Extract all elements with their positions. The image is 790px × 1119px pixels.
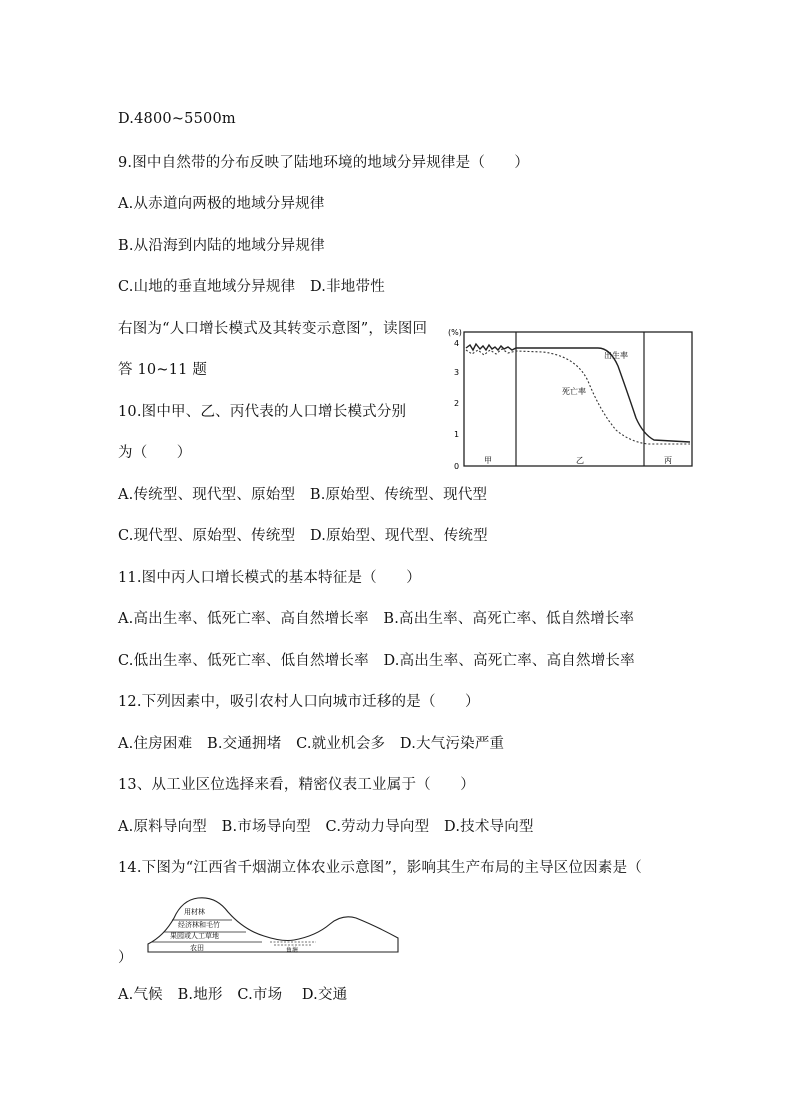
- stage-label: 甲: [484, 456, 492, 465]
- stereo-agriculture-diagram: [144, 896, 406, 954]
- text-line: 10.图中甲、乙、丙代表的人口增长模式分别: [118, 404, 407, 420]
- text-line: B.从沿海到内陆的地域分异规律: [118, 238, 325, 254]
- text-line: D.4800~5500m: [118, 111, 236, 127]
- text-line: C.现代型、原始型、传统型 D.原始型、现代型、传统型: [118, 528, 488, 544]
- text-line: C.低出生率、低死亡率、低自然增长率 D.高出生率、高死亡率、高自然增长率: [118, 653, 635, 669]
- text-line: 右图为“人口增长模式及其转变示意图”，读图回: [118, 321, 428, 337]
- layer-label: 用材林: [184, 908, 205, 916]
- y-tick-label: 4: [454, 339, 460, 348]
- text-line: A.住房困难 B.交通拥堵 C.就业机会多 D.大气污染严重: [118, 736, 505, 752]
- layer-label: 农田: [190, 944, 204, 952]
- y-tick-label: 3: [454, 368, 460, 377]
- population-growth-chart: [448, 326, 698, 472]
- text-line: A.传统型、现代型、原始型 B.原始型、传统型、现代型: [118, 487, 488, 503]
- text-line: A.原料导向型 B.市场导向型 C.劳动力导向型 D.技术导向型: [118, 819, 534, 835]
- fish-pond-water: [270, 942, 316, 945]
- layer-label: 鱼塘: [286, 947, 299, 954]
- stage-label: 丙: [664, 456, 672, 465]
- text-line: A.从赤道向两极的地域分异规律: [118, 196, 325, 212]
- text-line: 9.图中自然带的分布反映了陆地环境的地域分异规律是（ ）: [118, 155, 530, 171]
- layer-label: 果园或人工草地: [170, 932, 219, 940]
- series-label-death-rate: 死亡率: [562, 387, 586, 396]
- text-line: C.山地的垂直地域分异规律 D.非地带性: [118, 279, 385, 295]
- series-label-birth-rate: 出生率: [604, 351, 628, 360]
- y-tick-label: 0: [454, 462, 460, 471]
- text-line: 答 10~11 题: [118, 362, 208, 378]
- text-line: 11.图中丙人口增长模式的基本特征是（ ）: [118, 570, 421, 586]
- y-axis-unit-label: (%): [448, 328, 462, 337]
- stage-label: 乙: [576, 456, 584, 465]
- text-line: 为（ ）: [118, 445, 192, 461]
- text-line: 14.下图为“江西省千烟湖立体农业示意图”，影响其生产布局的主导区位因素是（: [118, 860, 642, 876]
- text-line: ）: [118, 950, 133, 966]
- death-rate-line: [466, 349, 690, 444]
- y-tick-label: 2: [454, 399, 460, 408]
- layer-label: 经济林和毛竹: [178, 921, 220, 929]
- text-line: 13、从工业区位选择来看，精密仪表工业属于（ ）: [118, 777, 475, 793]
- text-line: 12.下列因素中，吸引农村人口向城市迁移的是（ ）: [118, 694, 480, 710]
- y-tick-label: 1: [454, 430, 460, 439]
- text-line: A.高出生率、低死亡率、高自然增长率 B.高出生率、高死亡率、低自然增长率: [118, 611, 635, 627]
- text-line: A.气候 B.地形 C.市场 D.交通: [118, 987, 348, 1003]
